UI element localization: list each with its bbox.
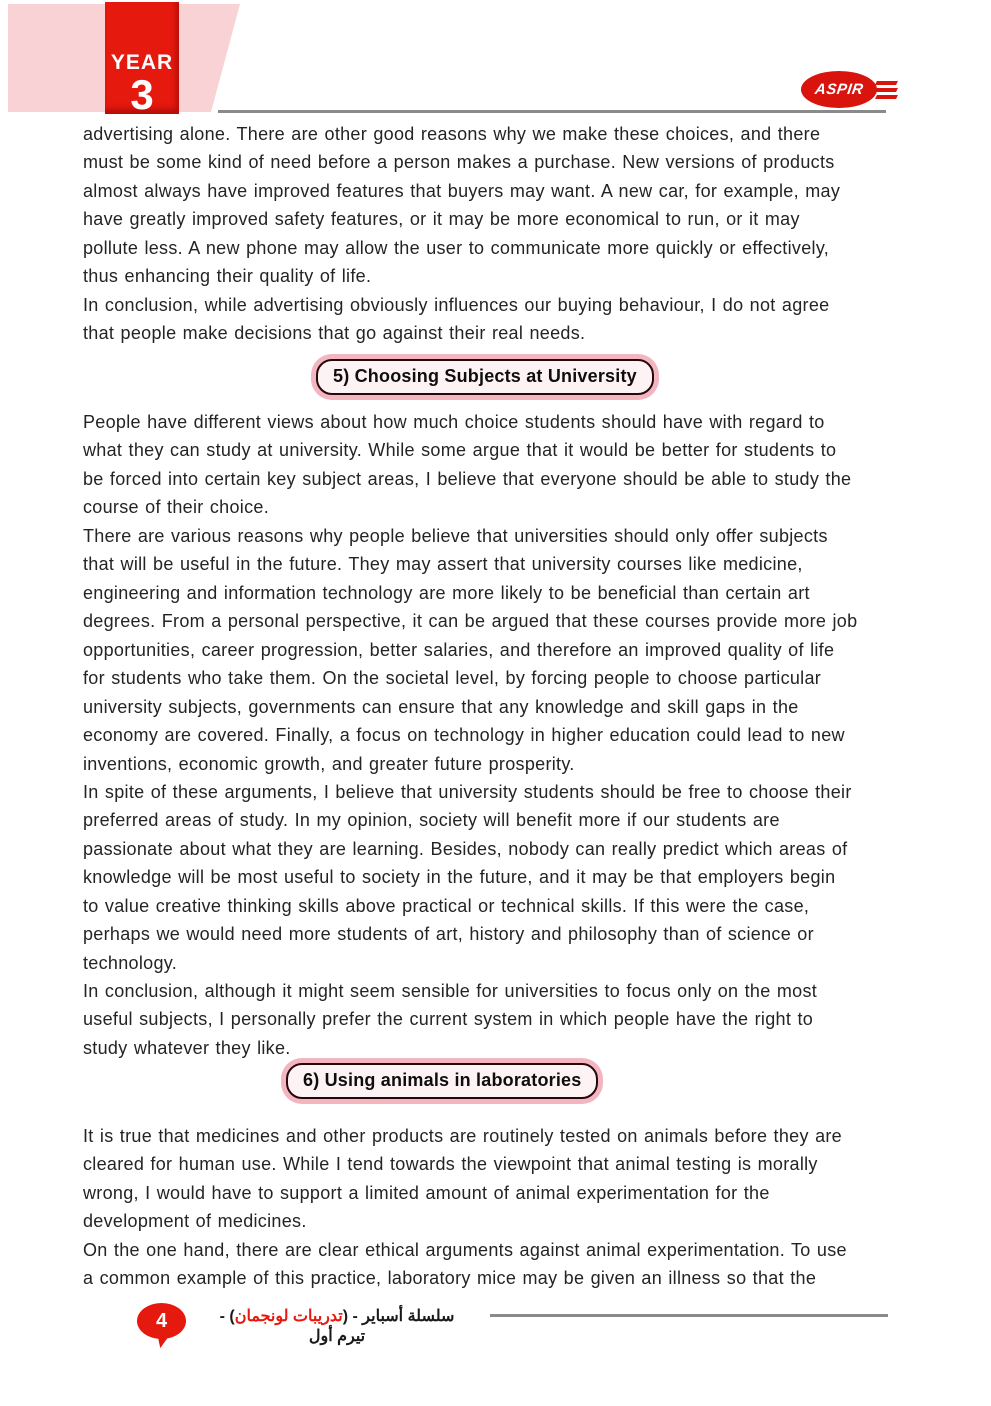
section5-paragraph-3: In spite of these arguments, I believe that university students should be free to choose their preferred areas of study. In my opinion, society will benefit more if our students are passionate about what they are learning. Besides, nobody can really predict which areas of knowledge will be most useful to society in the future, and it may be that employers begin to value creative thinking skills above practical or technical skills. If this were the case, perhaps we would need more students of art, history and philosophy than of science or technology. [83,782,852,973]
page-number: 4 [155,1309,168,1332]
footer-divider [490,1314,888,1317]
aspire-logo-e-bars-icon [876,81,897,99]
series-title-highlight: تدريبات لونجمان [234,1308,343,1325]
year-number: 3 [130,71,154,118]
intro-paragraph-2: In conclusion, while advertising obviously influences our buying behaviour, I do not agree that people make decisions that go against their real needs. [83,295,830,344]
section5-paragraph-1: People have different views about how much choice students should have with regard to what they can study at university. While some argue that it would be better for students to be forced into certain key subject areas, I believe that everyone should be able to study the course of their choice. [83,412,852,518]
section5-paragraph-4: In conclusion, although it might seem sensible for universities to focus only on the most useful subjects, I personally prefer the current system in which people have the right to study whatever they like. [83,981,818,1058]
page-number-badge [137,1303,186,1339]
section6-heading: 6) Using animals in laboratories [286,1063,598,1099]
section6-paragraph-1: It is true that medicines and other products are routinely tested on animals before they are cleared for human use. While I tend towards the viewpoint that animal testing is morally wrong, I would have to support a limited amount of animal experimentation for the development of medicines. [83,1126,842,1232]
aspire-logo-oval [801,71,877,108]
series-title-suffix: ) - تيرم أول [219,1308,366,1345]
aspire-logo-text: ASPIR [813,81,865,98]
section5-heading: 5) Choosing Subjects at University [316,359,654,395]
section6-paragraph-2: On the one hand, there are clear ethical arguments against animal experimentation. To use a common example of this practice, laboratory mice may be given an illness so that the [83,1240,847,1289]
year-label: YEAR [110,51,174,74]
section5-paragraph-2: There are various reasons why people believe that universities should only offer subjects that will be useful in the future. They may assert that university courses like medicine, engineering and information technology are more likely to be beneficial than certain art degrees. From a personal perspective, it can be argued that these courses provide more job opportunities, career progression, better salaries, and therefore an improved quality of life for students who take them. On the societal level, by forcing people to choose particular university subjects, governments can ensure that any knowledge and skill gaps in the economy are covered. Finally, a focus on technology in higher education could lead to new inventions, economic growth, and greater future prosperity. [83,526,858,774]
header-divider [218,110,886,113]
intro-paragraph-1: advertising alone. There are other good reasons why we make these choices, and there must be some kind of need before a person makes a purchase. New versions of products almost always have improved features that buyers may want. A new car, for example, may have greatly improved safety features, or it may be more economical to run, or it may pollute less. A new phone may allow the user to communicate more quickly or effectively, thus enhancing their quality of life. [83,124,841,287]
aspire-logo [801,71,897,111]
series-title-prefix: سلسلة أسباير - ( [342,1308,455,1325]
series-title [218,1306,456,1346]
year-badge [105,2,179,118]
